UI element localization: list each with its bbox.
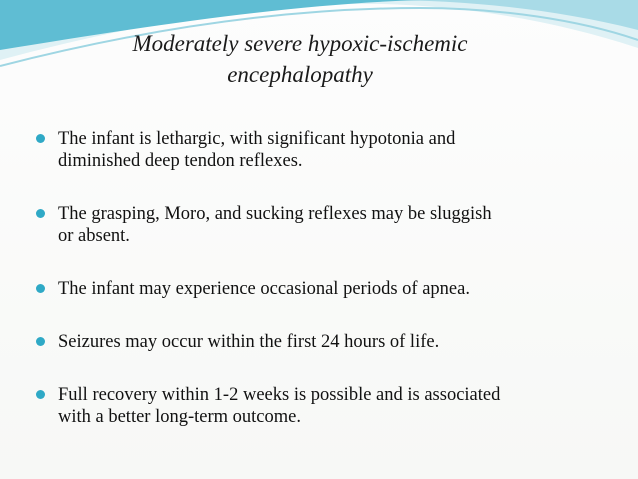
- bullet-dot-icon: [36, 284, 45, 293]
- bullet-text-line: diminished deep tendon reflexes.: [58, 151, 303, 171]
- bullet-dot-icon: [36, 390, 45, 399]
- slide-title: [90, 28, 510, 90]
- title-line-2: encephalopathy: [227, 62, 373, 87]
- bullet-text-line: with a better long-term outcome.: [58, 407, 301, 427]
- title-line-1: Moderately severe hypoxic-ischemic: [132, 31, 468, 56]
- bullet-dot-icon: [36, 337, 45, 346]
- bullet-dot-icon: [36, 209, 45, 218]
- bullet-text-line: The grasping, Moro, and sucking reflexes may be sluggish: [58, 204, 492, 224]
- bullet-list: [36, 128, 606, 428]
- bullet-text-line: or absent.: [58, 226, 130, 246]
- bullet-item: [36, 384, 606, 428]
- bullet-item: [36, 278, 606, 300]
- bullet-dot-icon: [36, 134, 45, 143]
- bullet-text-line: Seizures may occur within the first 24 hours of life.: [58, 332, 440, 352]
- bullet-item: [36, 203, 606, 247]
- bullet-text-line: The infant is lethargic, with significant hypotonia and: [58, 129, 456, 149]
- bullet-item: [36, 128, 606, 172]
- bullet-item: [36, 331, 606, 353]
- bullet-text-line: Full recovery within 1-2 weeks is possible and is associated: [58, 385, 501, 405]
- bullet-text-line: The infant may experience occasional periods of apnea.: [58, 279, 470, 299]
